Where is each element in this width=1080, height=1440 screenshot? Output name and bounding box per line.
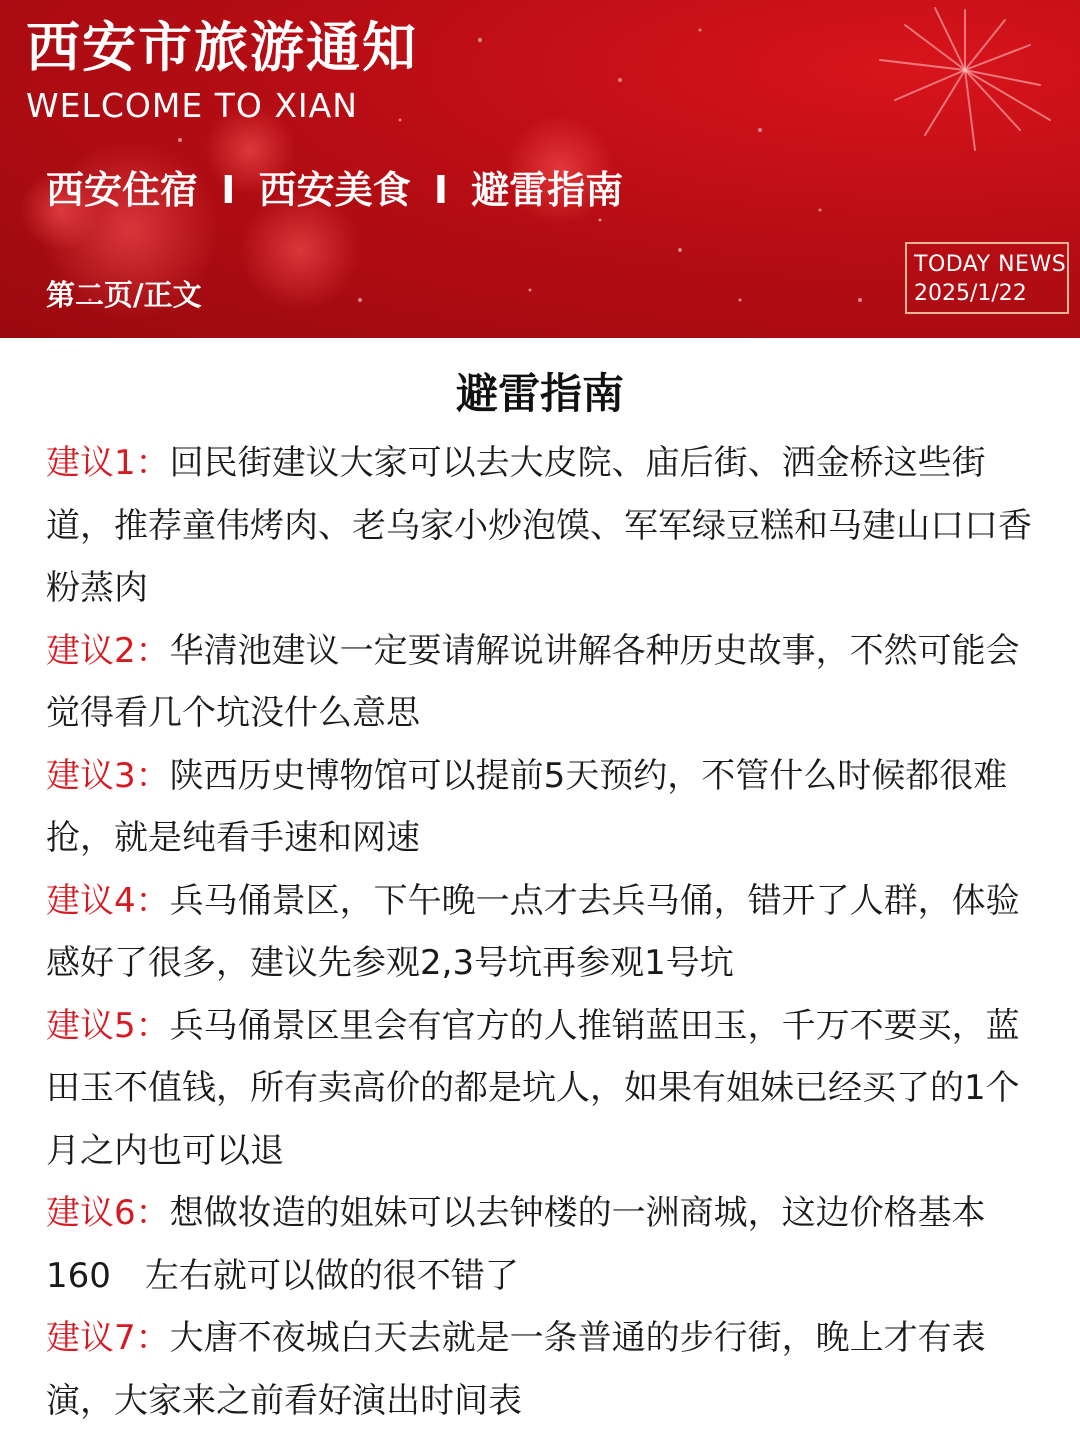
category-separator: I <box>433 168 449 212</box>
section-title: 避雷指南 <box>455 369 624 418</box>
tip-label: 建议6： <box>46 1193 170 1233</box>
tip-item <box>46 995 1046 1183</box>
tip-item <box>46 432 1046 620</box>
tip-item <box>46 745 1046 870</box>
tip-label: 建议4： <box>46 880 170 921</box>
category-links <box>46 166 623 214</box>
category-guide: 避雷指南 <box>471 168 624 212</box>
category-lodging: 西安住宿 <box>46 168 199 212</box>
tip-label: 建议1： <box>46 443 170 483</box>
tip-text: 想做妆造的姐妹可以去钟楼的一洲商城，这边价格基本160 左右就可以做的很不错了 <box>46 1193 986 1296</box>
tip-item <box>46 620 1046 745</box>
tip-item <box>46 870 1046 995</box>
news-label: TODAY NEWS <box>914 252 1067 277</box>
tip-label: 建议5： <box>46 1005 170 1046</box>
news-date: 2025/1/22 <box>914 281 1027 306</box>
tip-text: 华清池建议一定要请解说讲解各种历史故事，不然可能会觉得看几个坑没什么意思 <box>46 630 1020 733</box>
page-subtitle: WELCOME TO XIAN <box>26 86 358 125</box>
tip-label: 建议2： <box>46 630 170 671</box>
tip-text: 兵马俑景区里会有官方的人推销蓝田玉，千万不要买，蓝田玉不值钱，所有卖高价的都是坑人，如果有姐妹已经买了的1个月之内也可以退 <box>46 1005 1020 1171</box>
today-news-box <box>905 242 1069 314</box>
category-separator: I <box>221 168 236 212</box>
tip-text: 陕西历史博物馆可以提前5天预约，不管什么时候都很难抢，就是纯看手速和网速 <box>46 755 1008 858</box>
tip-item <box>46 1182 1046 1307</box>
tip-text: 大唐不夜城白天去就是一条普通的步行街，晚上才有表演，大家来之前看好演出时间表 <box>46 1318 986 1421</box>
page-label: 第二页/正文 <box>46 278 202 312</box>
tip-text: 兵马俑景区，下午晚一点才去兵马俑，错开了人群，体验感好了很多，建议先参观2,3号坑再参观1号坑 <box>46 880 1020 983</box>
tips-list <box>46 432 1046 1432</box>
tip-text: 回民街建议大家可以去大皮院、庙后街、洒金桥这些街道，推荐童伟烤肉、老乌家小炒泡馍、军军绿豆糕和马建山口口香粉蒸肉 <box>46 443 1032 608</box>
tip-label: 建议7： <box>46 1318 170 1358</box>
tip-label: 建议3： <box>46 755 170 796</box>
tip-item <box>46 1307 1046 1432</box>
page-title: 西安市旅游通知 <box>26 16 418 79</box>
header-banner <box>0 0 1080 338</box>
category-food: 西安美食 <box>258 168 411 212</box>
